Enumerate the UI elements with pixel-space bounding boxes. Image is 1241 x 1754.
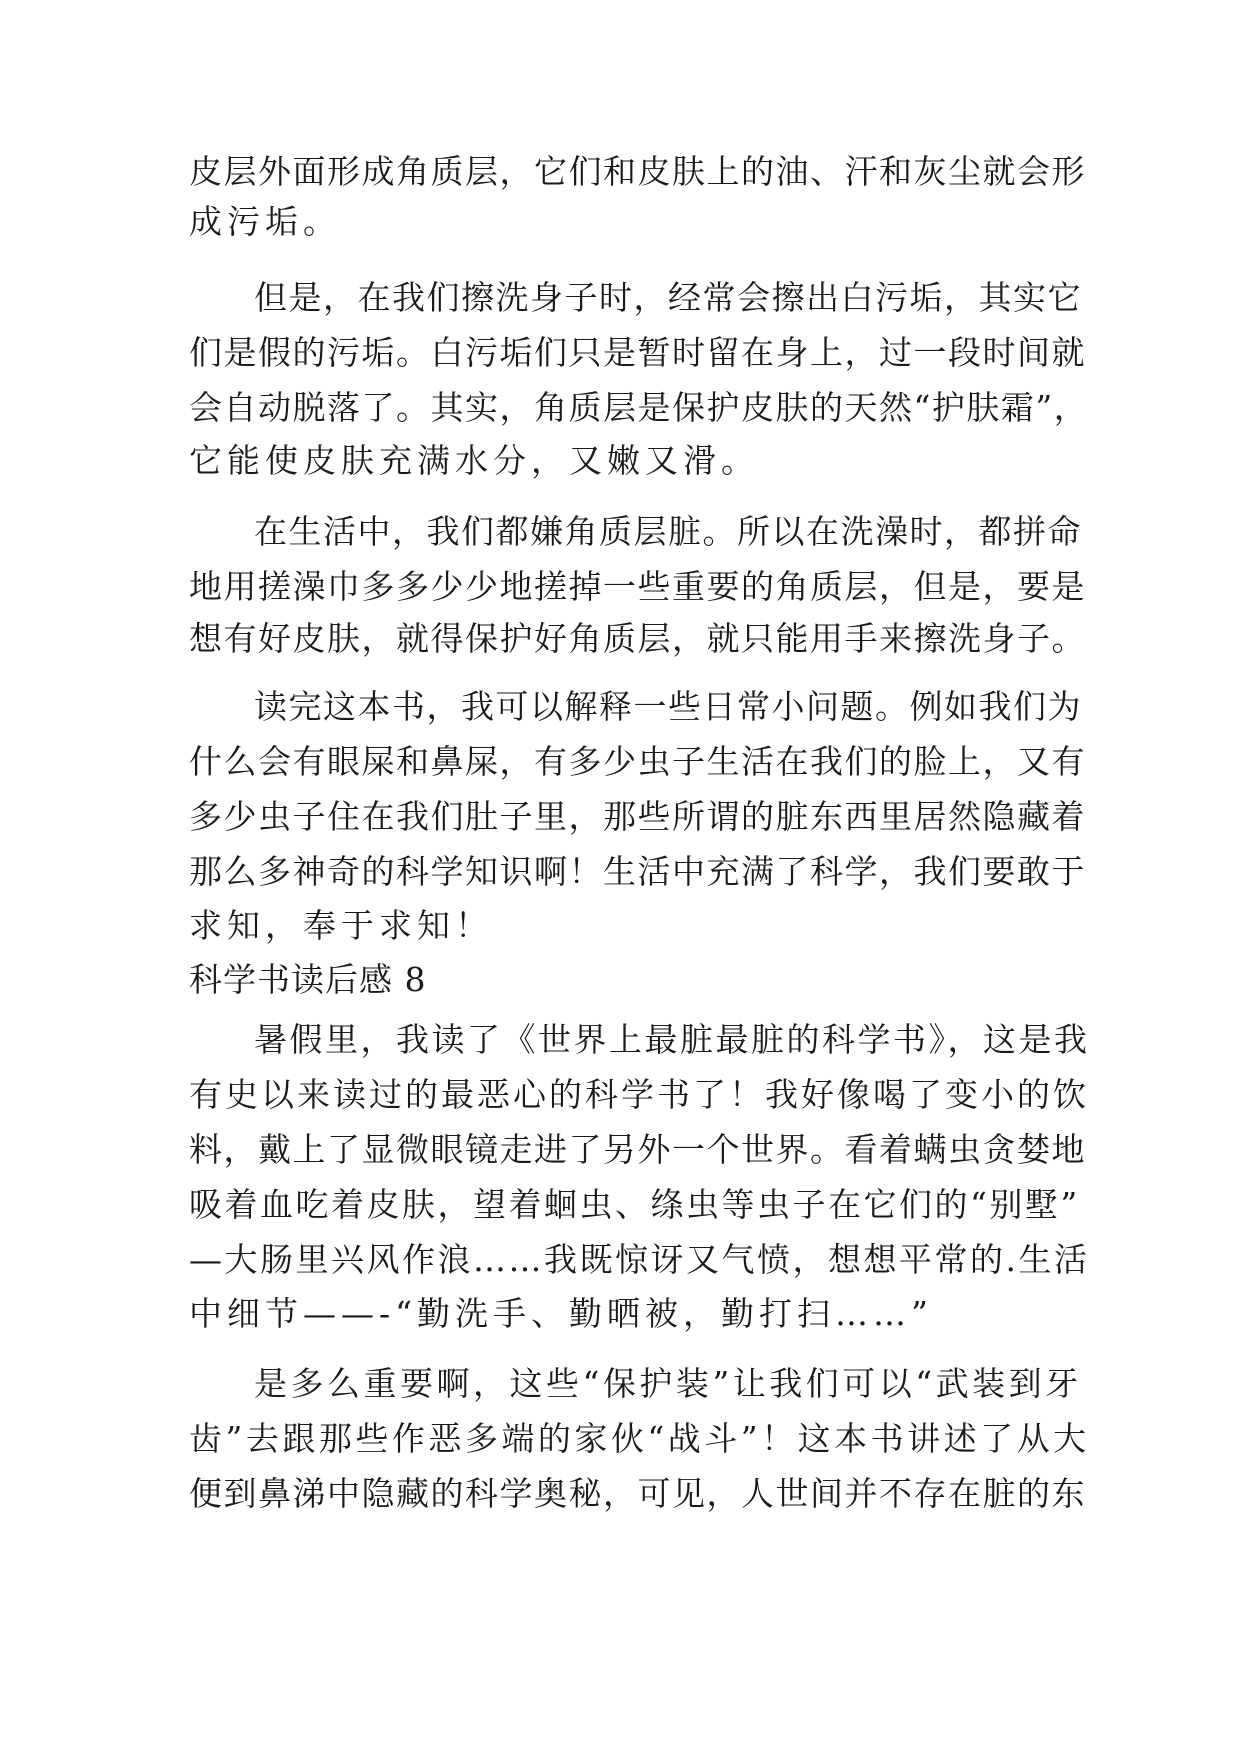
paragraph-start-line: 在生活中，我们都嫌角质层脏。所以在洗澡时，都拼命	[254, 512, 1082, 551]
text-line: 地用搓澡巾多多少少地搓掉一些重要的角质层，但是，要是	[189, 567, 1086, 606]
paragraph-start-line: 暑假里，我读了《世界上最脏最脏的科学书》，这是我	[254, 1020, 1090, 1059]
section-heading: 科学书读后感 8	[189, 960, 427, 999]
text-line: 齿”去跟那些作恶多端的家伙“战斗”！这本书讲述了从大	[189, 1419, 1090, 1458]
text-line: 皮层外面形成角质层，它们和皮肤上的油、汗和灰尘就会形	[189, 152, 1086, 191]
text-line: 它能使皮肤充满水分，又嫩又滑。	[189, 441, 759, 480]
paragraph-start-line: 但是，在我们擦洗身子时，经常会擦出白污垢，其实它	[254, 278, 1082, 317]
text-line: 什么会有眼屎和鼻屎，有多少虫子生活在我们的脸上，又有	[189, 742, 1086, 781]
text-line: 那么多神奇的科学知识啊！生活中充满了科学，我们要敢于	[189, 852, 1086, 891]
text-line: 求知，奉于求知！	[189, 906, 493, 945]
text-line: 中细节——-“勤洗手、勤晒被，勤打扫……”	[189, 1294, 933, 1333]
text-line: 料，戴上了显微眼镜走进了另外一个世界。看着螨虫贪婪地	[189, 1130, 1086, 1169]
text-line: 便到鼻涕中隐藏的科学奥秘，可见，人世间并不存在脏的东	[189, 1474, 1086, 1513]
text-line: 想有好皮肤，就得保护好角质层，就只能用手来擦洗身子。	[189, 619, 1086, 658]
text-line: 会自动脱落了。其实，角质层是保护皮肤的天然“护肤霜”，	[189, 388, 1089, 427]
text-line: 们是假的污垢。白污垢们只是暂时留在身上，过一段时间就	[189, 333, 1086, 372]
text-line: 成污垢。	[189, 202, 341, 241]
text-line: —大肠里兴风作浪……我既惊讶又气愤，想想平常的.生活	[189, 1240, 1090, 1279]
text-line: 有史以来读过的最恶心的科学书了！我好像喝了变小的饮	[189, 1075, 1089, 1114]
text-line: 吸着血吃着皮肤，望着蛔虫、绦虫等虫子在它们的“别墅”	[189, 1185, 1080, 1224]
paragraph-start-line: 读完这本书，我可以解释一些日常小问题。例如我们为	[254, 687, 1082, 726]
paragraph-start-line: 是多么重要啊，这些“保护装”让我们可以“武装到牙	[254, 1364, 1082, 1403]
text-line: 多少虫子住在我们肚子里，那些所谓的脏东西里居然隐藏着	[189, 797, 1086, 836]
